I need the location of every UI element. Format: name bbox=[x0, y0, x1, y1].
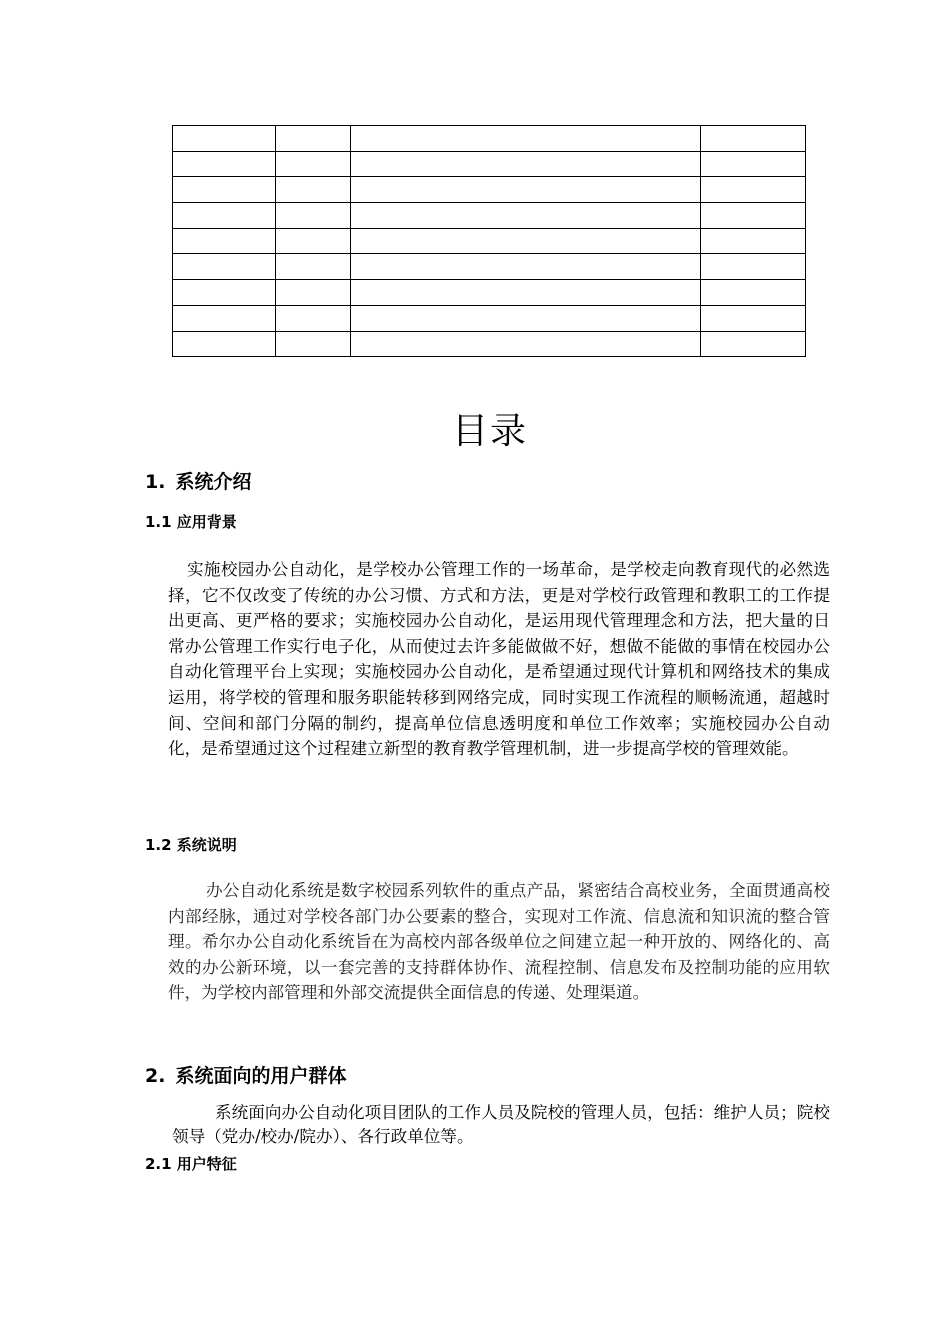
table-cell bbox=[173, 126, 276, 152]
table-cell bbox=[276, 280, 351, 306]
table-row bbox=[173, 151, 806, 177]
table-cell bbox=[276, 203, 351, 229]
section-1-1-paragraph: 实施校园办公自动化，是学校办公管理工作的一场革命，是学校走向教育现代的必然选择，它不仅改变了传统的办公习惯、方式和方法，更是对学校行政管理和教职工的工作提出更高、更严格的要求；实施校园办公自动化，是运用现代管理理念和方法，把大量的日常办公管理工作实行电子化，从而使过去许多能做做不好，想做不能做的事情在校园办公自动化管理平台上实现；实施校园办公自动化，是希望通过现代计算机和网络技术的集成运用，将学校的管理和服务职能转移到网络完成，同时实现工作流程的顺畅流通，超越时间、空间和部门分隔的制约，提高单位信息透明度和单位工作效率；实施校园办公自动化，是希望通过这个过程建立新型的教育教学管理机制，进一步提高学校的管理效能。 bbox=[168, 560, 830, 759]
section-2-number: 2. bbox=[145, 1065, 166, 1087]
table-cell bbox=[276, 151, 351, 177]
table-cell bbox=[701, 177, 806, 203]
section-1-2-heading: 1.2 系统说明 bbox=[145, 836, 237, 854]
table-row bbox=[173, 126, 806, 152]
table-cell bbox=[173, 177, 276, 203]
table-cell bbox=[701, 126, 806, 152]
table-cell bbox=[351, 203, 701, 229]
section-2-paragraph: 系统面向办公自动化项目团队的工作人员及院校的管理人员，包括：维护人员；院校领导（党办/校办/院办）、各行政单位等。 bbox=[172, 1103, 830, 1146]
table-cell bbox=[276, 305, 351, 331]
table-cell bbox=[701, 151, 806, 177]
table-cell bbox=[173, 151, 276, 177]
section-1-title: 系统介绍 bbox=[175, 471, 252, 493]
section-2-1-heading: 2.1 用户特征 bbox=[145, 1155, 237, 1173]
table-cell bbox=[173, 203, 276, 229]
table-cell bbox=[351, 280, 701, 306]
table-cell bbox=[276, 228, 351, 254]
table-cell bbox=[173, 305, 276, 331]
table-cell bbox=[173, 280, 276, 306]
table-cell bbox=[701, 280, 806, 306]
table-cell bbox=[351, 228, 701, 254]
table-cell bbox=[276, 177, 351, 203]
section-1-2-paragraph: 办公自动化系统是数字校园系列软件的重点产品，紧密结合高校业务，全面贯通高校内部经脉，通过对学校各部门办公要素的整合，实现对工作流、信息流和知识流的整合管理。希尔办公自动化系统旨在为高校内部各级单位之间建立起一种开放的、网络化的、高效的办公新环境，以一套完善的支持群体协作、流程控制、信息发布及控制功能的应用软件，为学校内部管理和外部交流提供全面信息的传递、处理渠道。 bbox=[168, 881, 830, 1003]
table-cell bbox=[701, 203, 806, 229]
section-1-heading bbox=[145, 470, 251, 494]
table-cell bbox=[351, 254, 701, 280]
table-cell bbox=[701, 305, 806, 331]
table-cell bbox=[351, 305, 701, 331]
table-cell bbox=[351, 151, 701, 177]
section-2-title: 系统面向的用户群体 bbox=[175, 1065, 347, 1087]
table-cell bbox=[173, 254, 276, 280]
section-2-heading bbox=[145, 1064, 346, 1088]
table-cell bbox=[351, 331, 701, 357]
table-cell bbox=[276, 254, 351, 280]
table-cell bbox=[701, 254, 806, 280]
section-1-number: 1. bbox=[145, 471, 166, 493]
table-row bbox=[173, 203, 806, 229]
revision-history-table bbox=[172, 125, 806, 357]
table-row bbox=[173, 280, 806, 306]
table-cell bbox=[351, 177, 701, 203]
table-cell bbox=[701, 331, 806, 357]
table-row bbox=[173, 177, 806, 203]
table-cell bbox=[173, 331, 276, 357]
table-cell bbox=[173, 228, 276, 254]
section-1-1-heading: 1.1 应用背景 bbox=[145, 513, 237, 531]
table-row bbox=[173, 331, 806, 357]
table-cell bbox=[701, 228, 806, 254]
table-cell bbox=[276, 331, 351, 357]
table-row bbox=[173, 305, 806, 331]
table-cell bbox=[276, 126, 351, 152]
table-cell bbox=[351, 126, 701, 152]
toc-title: 目录 bbox=[451, 411, 528, 452]
table-row bbox=[173, 254, 806, 280]
table-row bbox=[173, 228, 806, 254]
